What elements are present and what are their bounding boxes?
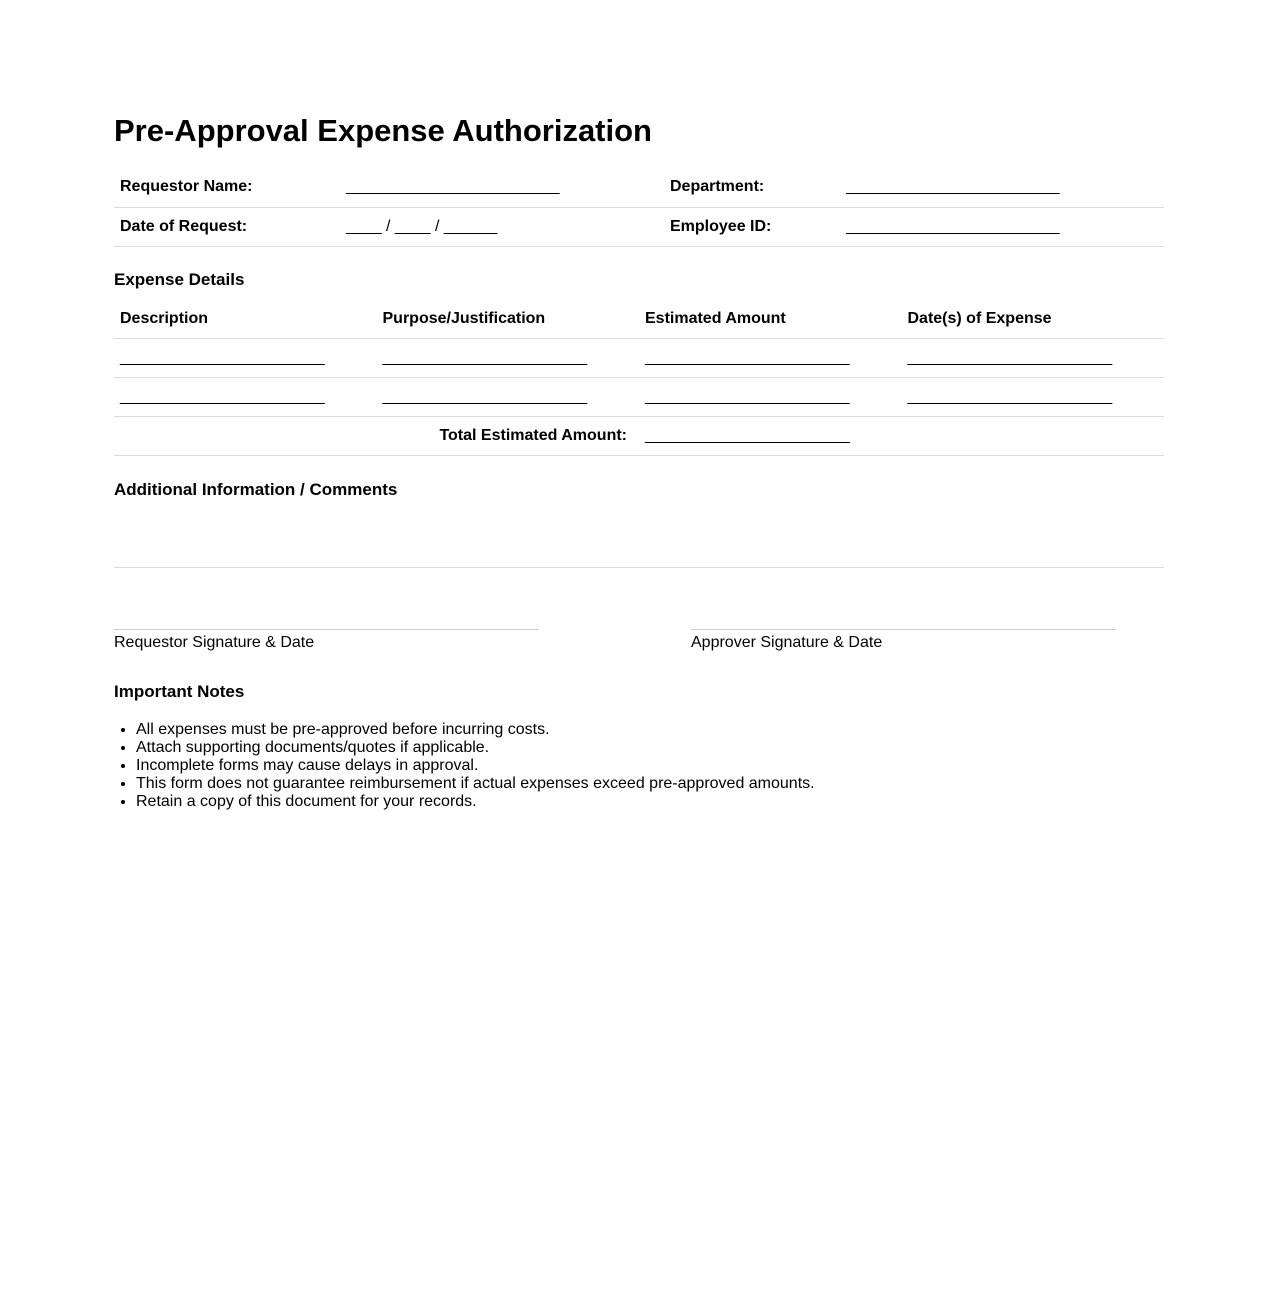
signature-section xyxy=(114,568,1164,656)
list-item: • Attach supporting documents/quotes if applicable. xyxy=(136,739,1164,757)
list-item: • Retain a copy of this document for your records. xyxy=(136,793,1164,811)
requestor-name-field[interactable]: ________________________ xyxy=(346,178,560,196)
employee-id-field[interactable]: ________________________ xyxy=(846,217,1060,235)
list-item: • This form does not guarantee reimbursement if actual expenses exceed pre-approved amounts. xyxy=(136,775,1164,793)
comments-heading: Additional Information / Comments xyxy=(114,480,398,499)
purpose-field[interactable]: _______________________ xyxy=(382,349,588,366)
list-item: • Incomplete forms may cause delays in approval. xyxy=(136,757,1164,775)
table-row xyxy=(114,378,1164,417)
expense-details-table xyxy=(114,300,1164,457)
column-header-dates: Date(s) of Expense xyxy=(907,309,1052,327)
expense-dates-field[interactable]: _______________________ xyxy=(907,388,1113,405)
comments-field[interactable] xyxy=(114,501,1164,568)
column-header-description: Description xyxy=(120,309,209,327)
total-estimated-amount-field[interactable]: _______________________ xyxy=(645,427,850,444)
date-of-request-label: Date of Request: xyxy=(120,217,248,235)
info-row-name xyxy=(114,168,1164,207)
department-field[interactable]: ________________________ xyxy=(846,178,1060,196)
form-page xyxy=(114,108,1164,811)
expense-header-row xyxy=(114,300,1164,339)
estimated-amount-field[interactable]: _______________________ xyxy=(645,388,850,405)
estimated-amount-field[interactable]: _______________________ xyxy=(645,349,850,366)
expense-dates-field[interactable]: _______________________ xyxy=(907,349,1113,366)
description-field[interactable]: _______________________ xyxy=(120,388,325,405)
total-estimated-amount-label: Total Estimated Amount: xyxy=(439,427,627,444)
important-notes-list xyxy=(114,721,1164,811)
column-header-estimated-amount: Estimated Amount xyxy=(645,309,786,327)
column-header-purpose: Purpose/Justification xyxy=(382,309,546,327)
requestor-info-table xyxy=(114,168,1164,247)
expense-details-heading: Expense Details xyxy=(114,269,245,289)
total-row xyxy=(114,417,1164,456)
date-of-request-field[interactable]: ____ / ____ / ______ xyxy=(346,217,498,235)
requestor-signature-line[interactable]: Requestor Signature & Date xyxy=(114,629,539,653)
employee-id-label: Employee ID: xyxy=(670,217,772,235)
info-row-date xyxy=(114,207,1164,246)
page-title: Pre-Approval Expense Authorization xyxy=(114,113,652,148)
table-row xyxy=(114,339,1164,378)
approver-signature-line[interactable]: Approver Signature & Date xyxy=(691,629,1116,653)
description-field[interactable]: _______________________ xyxy=(120,349,325,366)
purpose-field[interactable]: _______________________ xyxy=(382,388,588,405)
list-item: • All expenses must be pre-approved before incurring costs. xyxy=(136,721,1164,739)
department-label: Department: xyxy=(670,178,765,196)
important-notes-heading: Important Notes xyxy=(114,682,245,701)
requestor-name-label: Requestor Name: xyxy=(120,178,253,196)
